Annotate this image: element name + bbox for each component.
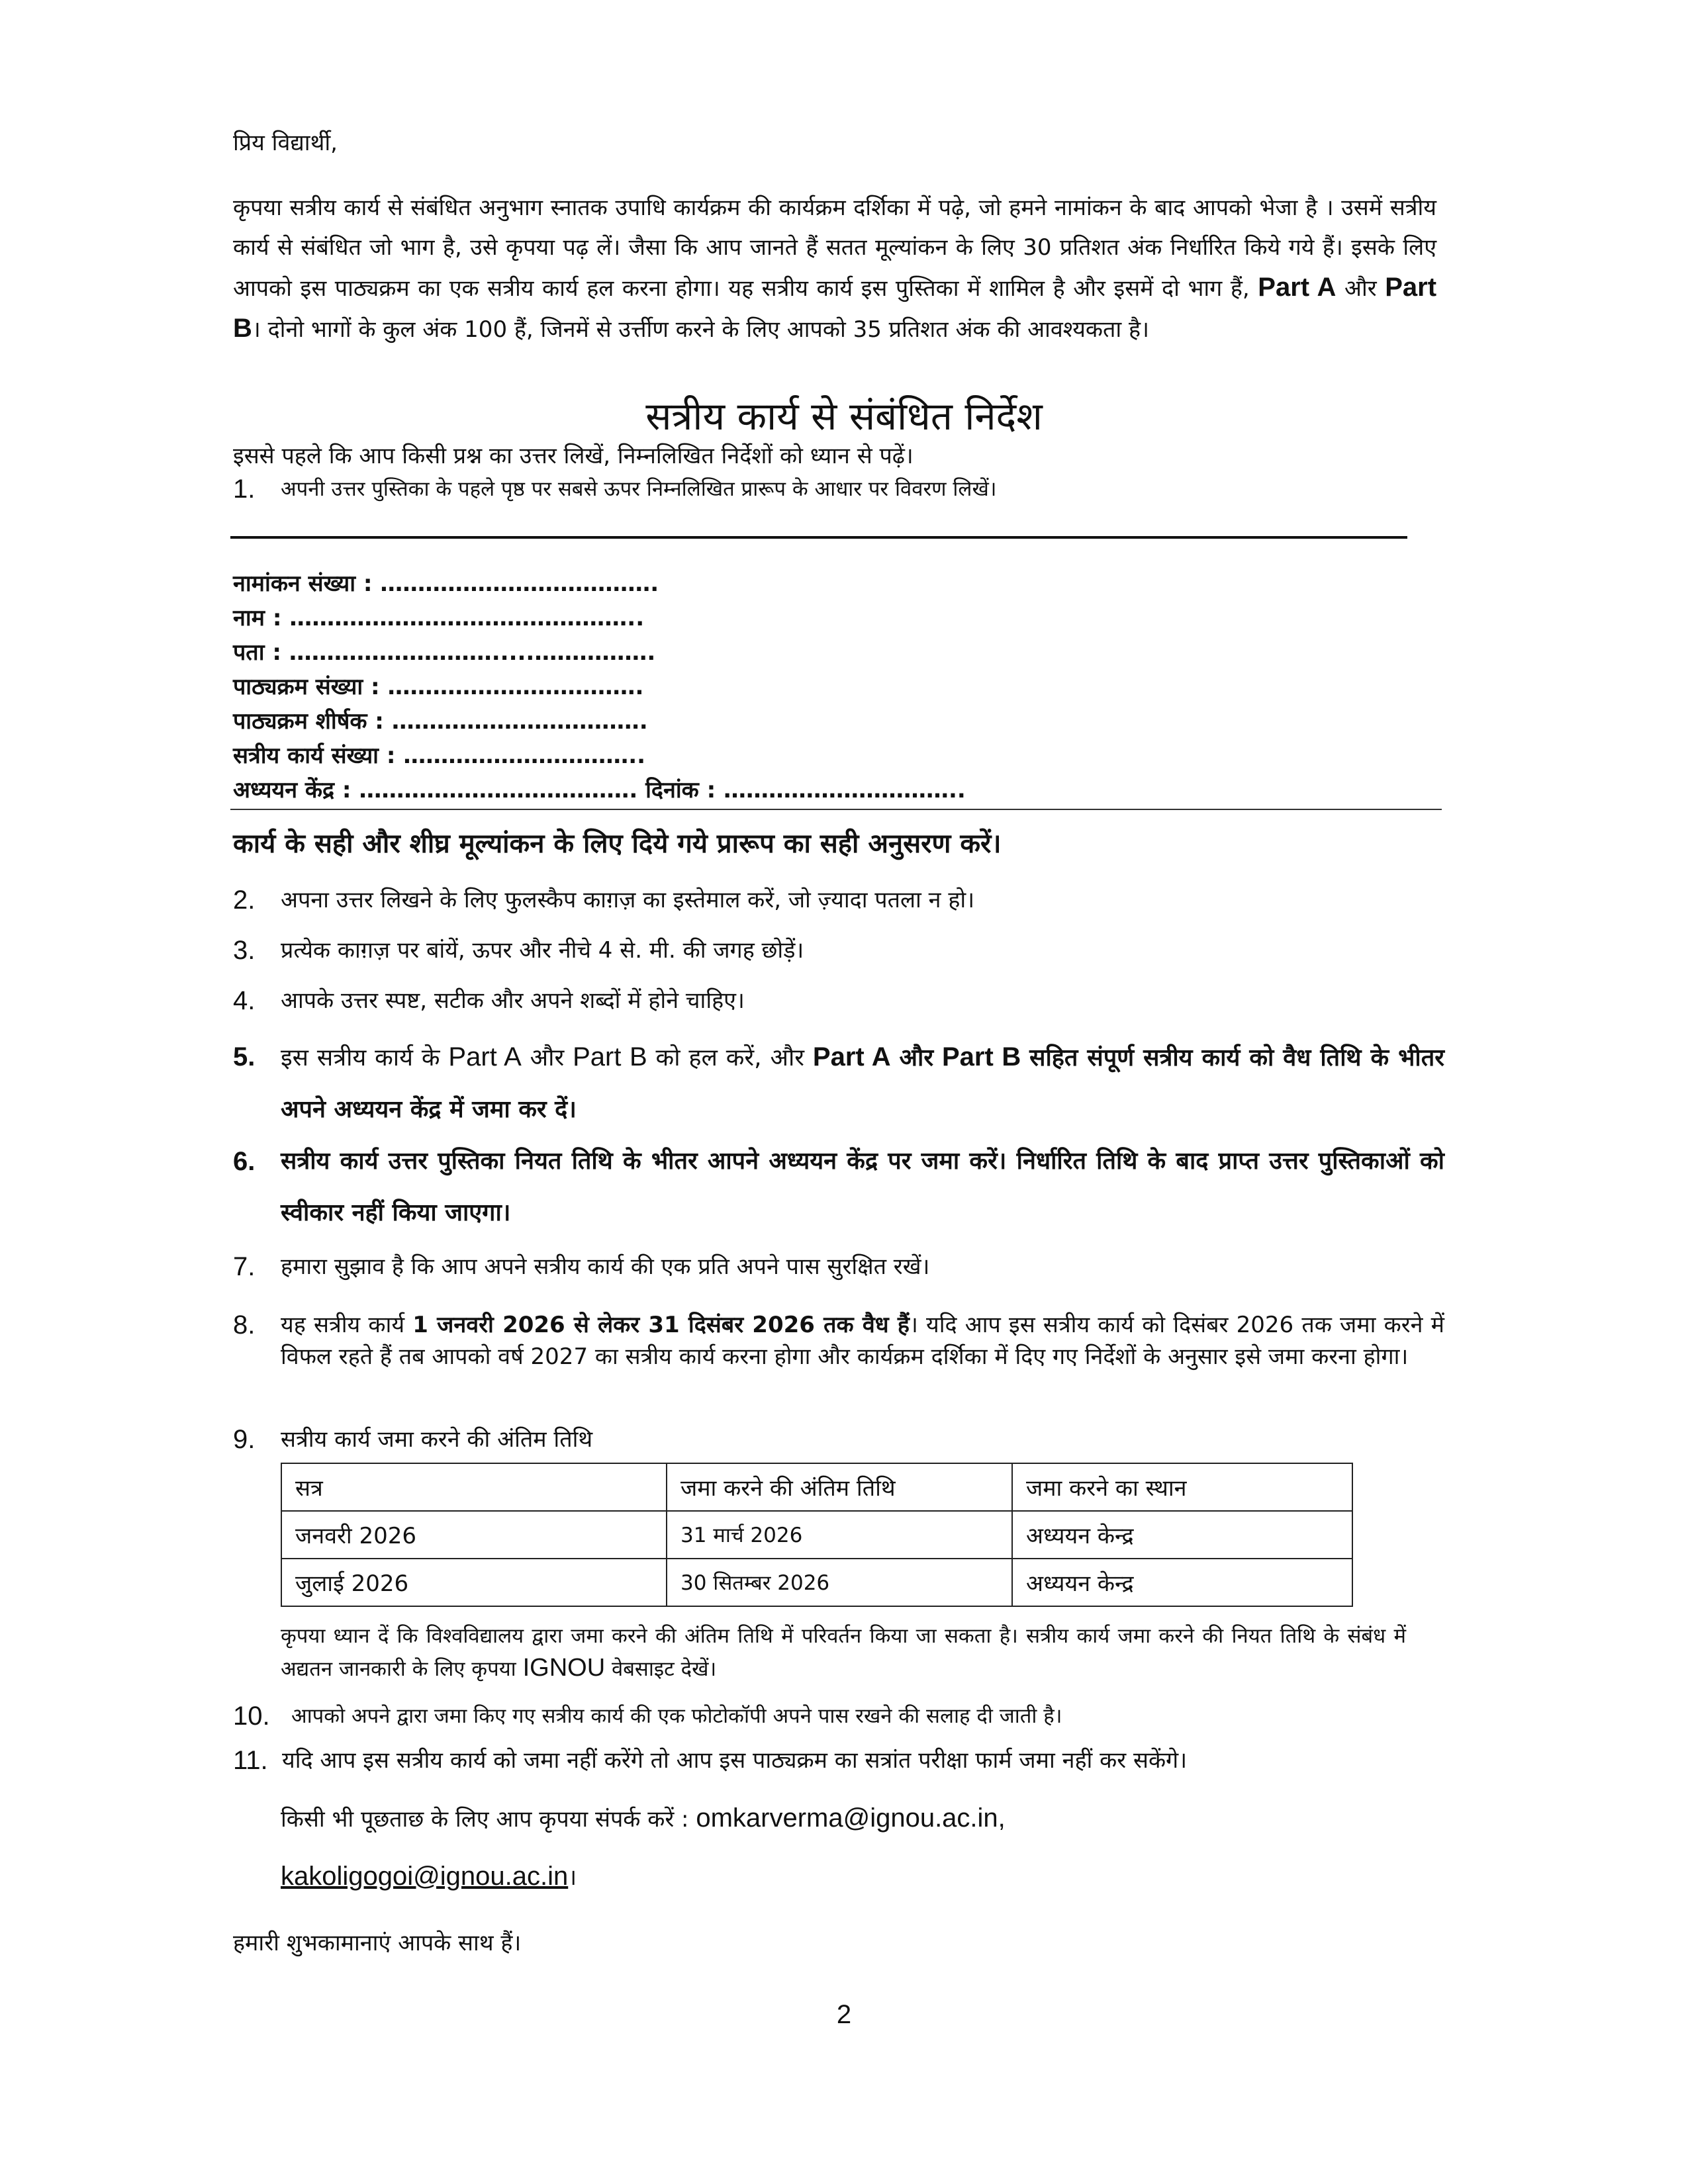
item8-text-b: । यदि आप इस सत्रीय कार्य को दिसंबर 2026 तक जमा करने में विफल रहते हैं तब आपको वर्ष 2027 का सत्रीय कार्य करना होगा और कार्यक्रम दर्शिका में दिए गए निर्देशों के अनुसार इसे जमा करना होगा। (281, 1312, 1445, 1370)
item-text: यदि आप इस सत्रीय कार्य को जमा नहीं करेंगे तो आप इस पाठ्यक्रम का सत्रांत परीक्षा फार्म जमा नहीं कर सकेंगे। (282, 1747, 1188, 1774)
item-number: 3. (233, 936, 256, 965)
instruction-item-4 (233, 981, 1444, 1021)
form-course-code-field: पाठ्यक्रम संख्या : ……………………………. (233, 674, 644, 700)
table-row (281, 1559, 1352, 1606)
form-course-title-field: पाठ्यक्रम शीर्षक : ……………………………. (233, 708, 648, 735)
form-assignment-code-field: सत्रीय कार्य संख्या : ………………………….. (233, 743, 646, 769)
item-text: हमारा सुझाव है कि आप अपने सत्रीय कार्य की एक प्रति अपने पास सुरक्षित रखें। (281, 1253, 930, 1280)
greeting: प्रिय विद्यार्थी, (233, 130, 338, 156)
item5-text-d: और (899, 1044, 934, 1071)
item-number: 6. (233, 1147, 256, 1176)
item-text: सत्रीय कार्य जमा करने की अंतिम तिथि (281, 1426, 593, 1453)
item-text: अपनी उत्तर पुस्तिका के पहले पृष्ठ पर सबसे ऊपर निम्नलिखित प्रारूप के आधार पर विवरण लिखें। (281, 477, 997, 501)
intro-and: और (1344, 275, 1377, 302)
email-link-kakoli[interactable]: kakoligogoi@ignou.ac.in (281, 1862, 569, 1891)
email-link-omkar[interactable]: omkarverma@ignou.ac.in, (696, 1803, 1006, 1833)
format-note: कार्य के सही और शीघ्र मूल्यांकन के लिए दिये गये प्रारूप का सही अनुसरण करें। (233, 829, 1002, 859)
submission-table-wrapper (281, 1463, 1353, 1607)
table-note (281, 1620, 1406, 1685)
item-text: आपके उत्तर स्पष्ट, सटीक और अपने शब्दों में होने चाहिए। (281, 987, 745, 1014)
item5-text-b: और (530, 1044, 565, 1071)
item-text: प्रत्येक काग़ज़ पर बांयें, ऊपर और नीचे 4 से. मी. की जगह छोड़ें। (281, 937, 804, 964)
intro-part-b: Part B (233, 273, 1437, 343)
item8-validity: 1 जनवरी 2026 से लेकर 31 दिसंबर 2026 तक वैध हैं (412, 1312, 910, 1338)
item-number: 2. (233, 886, 256, 915)
table-cell-last-date: 31 मार्च 2026 (667, 1511, 1012, 1559)
item-number: 11. (233, 1746, 268, 1775)
item-text: आपको अपने द्वारा जमा किए गए सत्रीय कार्य की एक फोटोकॉपी अपने पास रखने की सलाह दी जाती है। (291, 1704, 1062, 1728)
page-number: 2 (836, 2000, 852, 2029)
item-text: अपना उत्तर लिखने के लिए फुलस्कैप काग़ज़ का इस्तेमाल करें, जो ज़्यादा पतला न हो। (281, 887, 975, 913)
instruction-item-2 (233, 880, 1444, 920)
instruction-item-7 (233, 1247, 1444, 1287)
form-enrolment-field: नामांकन संख्या : ………………………………. (233, 570, 659, 597)
intro-text-2: । दोनो भागों के कुल अंक 100 हैं, जिनमें से उर्त्तीण करने के लिए आपको 35 प्रतिशत अंक की आवश्यकता है। (252, 316, 1149, 343)
item-number: 10. (233, 1702, 270, 1731)
instruction-item-11 (233, 1741, 1444, 1780)
item-number: 4. (233, 986, 256, 1015)
item5-text-e: सहित संपूर्ण सत्रीय कार्य को वैध तिथि के भीतर अपने अध्ययन केंद्र में जमा कर दें। (281, 1044, 1444, 1123)
form-address-field: पता : ……………………….....……………. (233, 639, 656, 666)
item-text: सत्रीय कार्य उत्तर पुस्तिका नियत तिथि के भीतर आपने अध्ययन केंद्र पर जमा करें। निर्धारित तिथि के बाद प्राप्त उत्तर पुस्तिकाओं को स्वीकार नहीं किया जाएगा। (281, 1148, 1444, 1226)
item-number: 7. (233, 1252, 256, 1281)
instruction-item-5 (233, 1031, 1444, 1137)
form-study-centre-date-field: अध्ययन केंद्र : ………………………………. दिनांक : ………………………….. (233, 777, 966, 803)
divider-bottom (230, 809, 1442, 810)
contact-line (281, 1795, 1006, 1843)
instruction-item-6 (233, 1136, 1444, 1242)
contact-end: । (568, 1864, 577, 1891)
section-title: सत्रीय कार्य से संबंधित निर्देश (645, 394, 1043, 439)
form-name-field: नाम : ……………………………………….. (233, 605, 645, 631)
item5-text-c: को हल करें, और (655, 1044, 805, 1071)
table-note-ignou: IGNOU (522, 1654, 606, 1682)
table-note-text-a: कृपया ध्यान दें कि विश्वविद्यालय द्वारा जमा करने की अंतिम तिथि में परिवर्तन किया जा सकता है। सत्रीय कार्य जमा करने की नियत तिथि के संबंध में अद्यतन जानकारी के लिए कृपया (281, 1624, 1406, 1681)
table-cell-last-date: 30 सितम्बर 2026 (667, 1559, 1012, 1606)
instruction-item-9 (233, 1422, 1444, 1457)
contact-text: किसी भी पूछताछ के लिए आप कृपया संपर्क करें : (281, 1806, 689, 1833)
instruction-item-3 (233, 931, 1444, 970)
item-number: 5. (233, 1042, 256, 1071)
item5-part-b: Part B (573, 1042, 647, 1071)
item5-part-a: Part A (448, 1042, 522, 1071)
instruction-item-1 (233, 473, 1444, 506)
table-header-row (281, 1463, 1352, 1511)
divider-top (230, 536, 1407, 539)
item-number: 9. (233, 1425, 256, 1454)
intro-part-a: Part A (1258, 273, 1336, 302)
table-note-text-b: वेबसाइट देखें। (612, 1657, 717, 1681)
table-cell-session: जुलाई 2026 (281, 1559, 667, 1606)
table-header-session: सत्र (281, 1463, 667, 1511)
instruction-item-8 (233, 1309, 1444, 1408)
table-cell-place: अध्ययन केन्द्र (1012, 1511, 1352, 1559)
table-cell-session: जनवरी 2026 (281, 1511, 667, 1559)
item5-text-a: इस सत्रीय कार्य के (281, 1044, 440, 1071)
contact-line-2 (281, 1853, 577, 1901)
submission-table (281, 1463, 1353, 1607)
intro-text-1: कृपया सत्रीय कार्य से संबंधित अनुभाग स्नातक उपाधि कार्यक्रम की कार्यक्रम दर्शिका में पढ़े, जो हमने नामांकन के बाद आपको भेजा है । उसमें सत्रीय कार्य से संबंधित जो भाग है, उसे कृपया पढ़ लें। जैसा कि आप जानते हैं सतत मूल्यांकन के लिए 30 प्रतिशत अंक निर्धारित किये गये हैं। इसके लिए आपको इस पाठ्यक्रम का एक सत्रीय कार्य हल करना होगा। यह सत्रीय कार्य इस पुस्तिका में शामिल है और इसमें दो भाग हैं, (233, 195, 1436, 302)
instruction-item-10 (233, 1698, 1444, 1734)
table-header-place: जमा करने का स्थान (1012, 1463, 1352, 1511)
instructions-intro: इससे पहले कि आप किसी प्रश्न का उत्तर लिखें, निम्नलिखित निर्देशों को ध्यान से पढ़ें। (233, 443, 914, 469)
item-number: 1. (233, 475, 256, 504)
closing-text: हमारी शुभकामानाएं आपके साथ हैं। (233, 1930, 522, 1956)
item-number: 8. (233, 1310, 256, 1340)
table-header-last-date: जमा करने की अंतिम तिथि (667, 1463, 1012, 1511)
table-row (281, 1511, 1352, 1559)
item5-part-a-bold: Part A (812, 1042, 891, 1071)
item5-part-b-bold: Part B (941, 1042, 1021, 1071)
table-cell-place: अध्ययन केन्द्र (1012, 1559, 1352, 1606)
intro-paragraph (233, 188, 1436, 349)
item8-text-a: यह सत्रीय कार्य (281, 1312, 405, 1338)
